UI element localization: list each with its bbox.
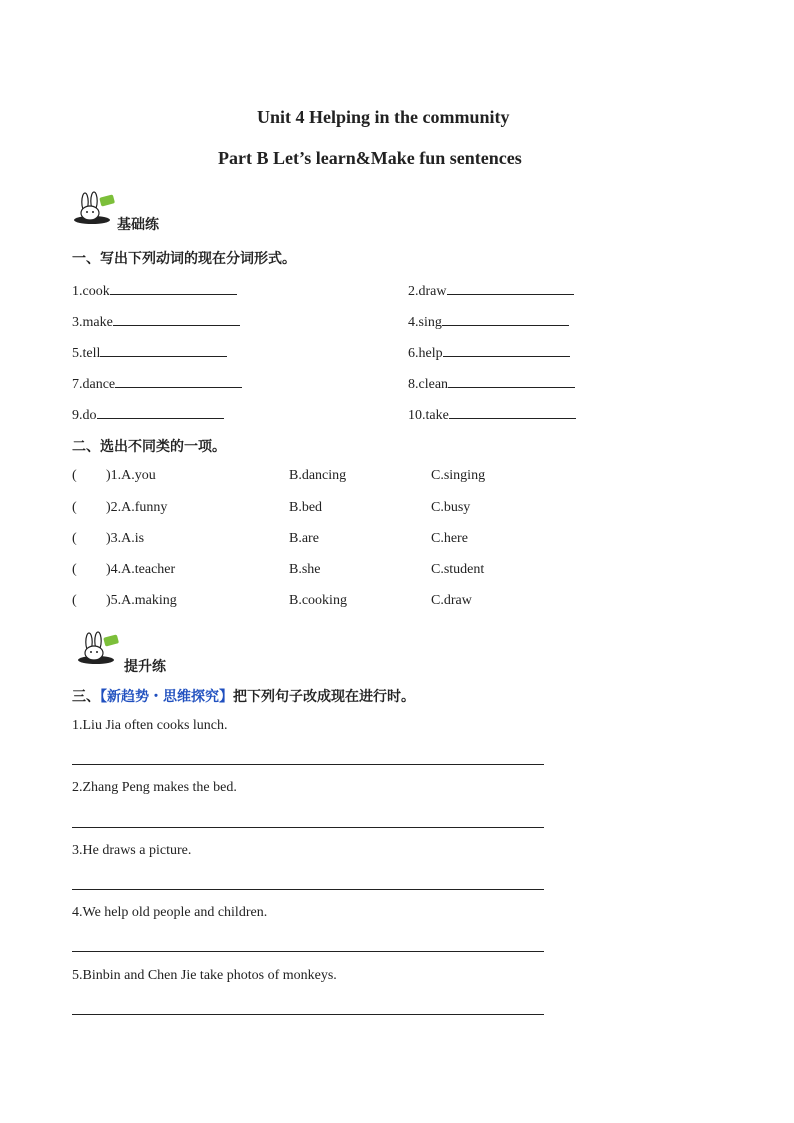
word-item: 2.draw	[408, 281, 574, 300]
sentence-item: 1.Liu Jia often cooks lunch.	[72, 718, 228, 733]
answer-line[interactable]	[72, 951, 544, 952]
choice-option-b: B.bed	[289, 500, 323, 515]
answer-line[interactable]	[72, 1014, 544, 1015]
choice-option-b: B.dancing	[289, 468, 347, 483]
sentence-item: 4.We help old people and children.	[72, 905, 268, 920]
choice-option-c: C.draw	[431, 593, 472, 608]
choice-paren[interactable]: (	[72, 531, 77, 546]
question-1-title: 一、写出下列动词的现在分词形式。	[72, 251, 296, 267]
question-2-title: 二、选出不同类的一项。	[72, 439, 226, 455]
page-title: Unit 4 Helping in the community	[257, 107, 510, 127]
bunny-badge-icon	[76, 630, 120, 671]
section-badge-advanced: 提升练	[124, 659, 166, 675]
answer-line[interactable]	[72, 764, 544, 765]
word-item: 6.help	[408, 343, 570, 362]
answer-blank[interactable]	[443, 343, 570, 357]
word-item: 3.make	[72, 312, 240, 331]
choice-paren[interactable]: (	[72, 468, 77, 483]
choice-paren[interactable]: (	[72, 500, 77, 515]
word-item: 4.sing	[408, 312, 569, 331]
answer-blank[interactable]	[97, 405, 224, 419]
choice-option-b: B.cooking	[289, 593, 347, 608]
sentence-item: 3.He draws a picture.	[72, 843, 192, 858]
answer-blank[interactable]	[110, 281, 237, 295]
answer-blank[interactable]	[115, 374, 242, 388]
choice-option-b: B.she	[289, 562, 321, 577]
choice-option-a: )5.A.making	[106, 593, 177, 608]
answer-line[interactable]	[72, 827, 544, 828]
choice-option-b: B.are	[289, 531, 319, 546]
word-item: 5.tell	[72, 343, 227, 362]
trend-tag: 【新趋势・思维探究】	[100, 689, 233, 705]
page-subtitle: Part B Let’s learn&Make fun sentences	[218, 148, 522, 168]
word-item: 9.do	[72, 405, 224, 424]
sentence-item: 5.Binbin and Chen Jie take photos of monkeys.	[72, 968, 337, 983]
sentence-item: 2.Zhang Peng makes the bed.	[72, 780, 237, 795]
choice-option-a: )3.A.is	[106, 531, 145, 546]
choice-option-c: C.singing	[431, 468, 486, 483]
answer-blank[interactable]	[447, 281, 574, 295]
choice-option-c: C.student	[431, 562, 485, 577]
section-badge-basic: 基础练	[117, 217, 159, 233]
choice-option-a: )4.A.teacher	[106, 562, 176, 577]
choice-option-c: C.here	[431, 531, 468, 546]
word-item: 7.dance	[72, 374, 242, 393]
choice-option-a: )2.A.funny	[106, 500, 168, 515]
answer-blank[interactable]	[448, 374, 575, 388]
answer-blank[interactable]	[100, 343, 227, 357]
word-item: 8.clean	[408, 374, 575, 393]
choice-paren[interactable]: (	[72, 593, 77, 608]
choice-option-c: C.busy	[431, 500, 471, 515]
word-item: 1.cook	[72, 281, 237, 300]
answer-blank[interactable]	[113, 312, 240, 326]
bunny-badge-icon	[72, 190, 116, 231]
choice-paren[interactable]: (	[72, 562, 77, 577]
answer-blank[interactable]	[449, 405, 576, 419]
choice-option-a: )1.A.you	[106, 468, 156, 483]
word-item: 10.take	[408, 405, 576, 424]
answer-blank[interactable]	[442, 312, 569, 326]
question-3-title: 三、【新趋势・思维探究】把下列句子改成现在进行时。	[72, 689, 415, 705]
answer-line[interactable]	[72, 889, 544, 890]
